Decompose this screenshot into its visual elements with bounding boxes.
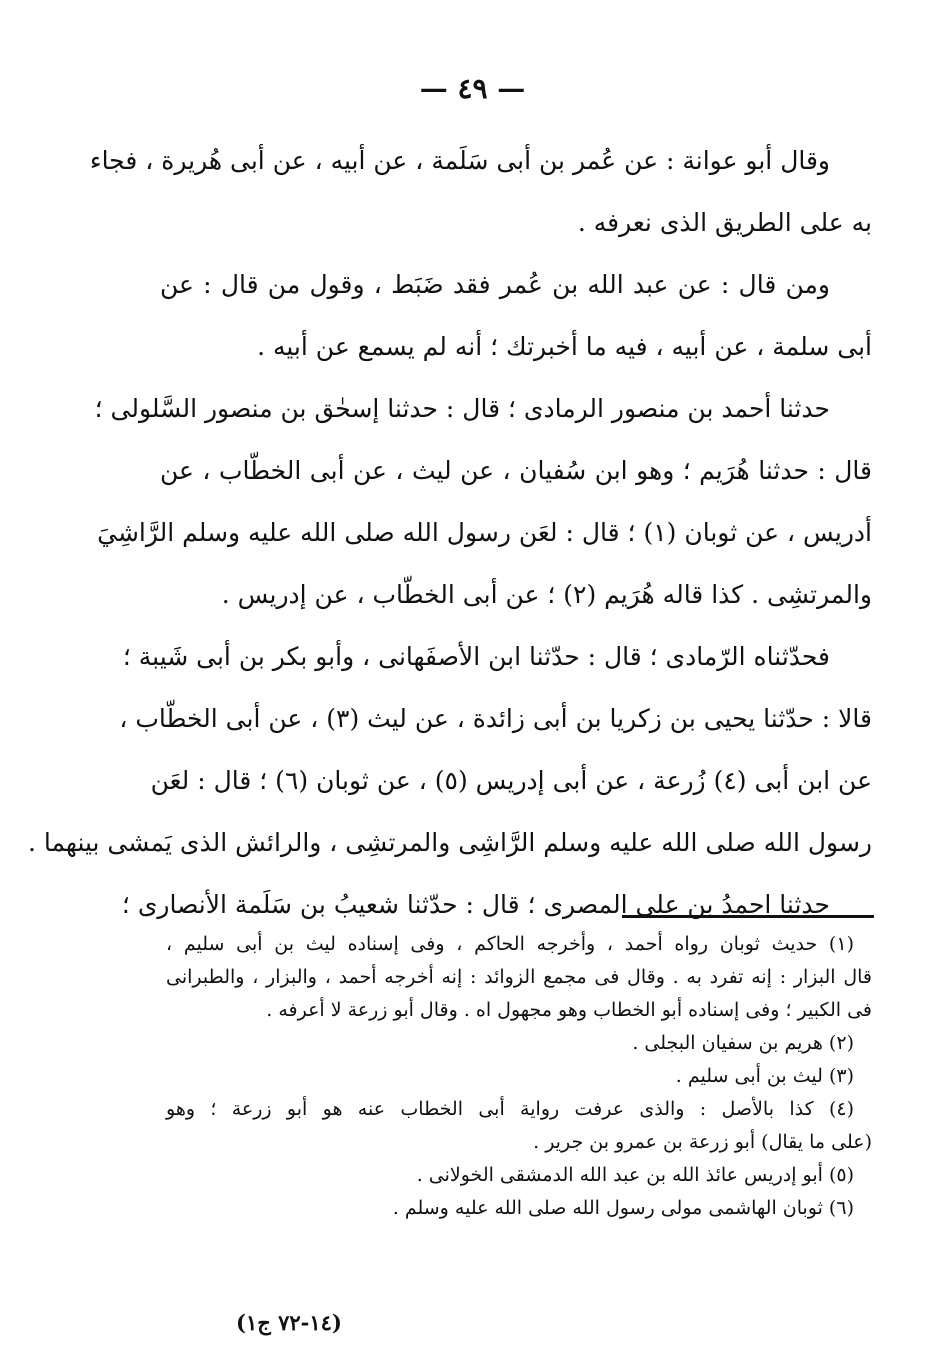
text-line: والمرتشِى . كذا قاله هُرَيم (٢) ؛ عن أبى الخطّاب ، عن إدريس .	[221, 580, 872, 609]
footnote-line: (على ما يقال) أبو زرعة بن عمرو بن جرير .	[533, 1131, 872, 1153]
text-line: فحدّثناه الرّمادى ؛ قال : حدّثنا ابن الأصفَهانى ، وأبو بكر بن أبى شَيبة ؛	[122, 642, 830, 671]
page-number: — ٤٩ —	[419, 72, 526, 105]
text-line: حدثنا احمدُ بن على المصرى ؛ قال : حدّثنا شعيبُ بن سَلَمة الأنصارى ؛	[121, 890, 830, 919]
footnote-line: (٦) ثوبان الهاشمى مولى رسول الله صلى الله عليه وسلم .	[392, 1197, 854, 1219]
text-line: حدثنا أحمد بن منصور الرمادى ؛ قال : حدثنا إسحٰق بن منصور السَّلولى ؛	[94, 394, 830, 423]
main-text	[27, 130, 872, 936]
footnote-line: قال البزار : إنه تفرد به . وقال فى مجمع الزوائد : إنه أخرجه أحمد ، والبزار ، والطبرانى	[166, 966, 872, 988]
footnote-line: (٤) كذا بالأصل : والذى عرفت رواية أبى الخطاب عنه هو أبو زرعة ؛ وهو	[166, 1098, 854, 1120]
footnote-line: (٢) هريم بن سفيان البجلى .	[632, 1032, 854, 1054]
footnote-line: فى الكبير ؛ وفى إسناده أبو الخطاب وهو مجهول اه . وقال أبو زرعة لا أعرفه .	[266, 999, 872, 1021]
text-line: قالا : حدّثنا يحيى بن زكريا بن أبى زائدة ، عن ليث (٣) ، عن أبى الخطّاب ،	[119, 704, 872, 733]
text-line: عن ابن أبى (٤) زُرعة ، عن أبى إدريس (٥) ، عن ثوبان (٦) ؛ قال : لعَن	[150, 766, 872, 795]
text-line: أدريس ، عن ثوبان (١) ؛ قال : لعَن رسول الله صلى الله عليه وسلم الرَّاشِيَ	[97, 518, 872, 547]
text-line: قال : حدثنا هُرَيم ؛ وهو ابن سُفيان ، عن ليث ، عن أبى الخطّاب ، عن	[160, 456, 872, 485]
text-line: به على الطريق الذى نعرفه .	[577, 208, 872, 237]
footnote-divider	[622, 915, 874, 918]
text-line: أبى سلمة ، عن أبيه ، فيه ما أخبرتك ؛ أنه لم يسمع عن أبيه .	[257, 332, 872, 361]
text-line: ومن قال : عن عبد الله بن عُمر فقد ضَبَط ، وقول من قال : عن	[160, 270, 830, 299]
text-line: وقال أبو عوانة : عن عُمر بن أبى سَلَمة ، عن أبيه ، عن أبى هُريرة ، فجاء	[89, 146, 830, 175]
printer-signature: (١٤-٧٢ ج١)	[236, 1310, 342, 1335]
footnotes	[166, 928, 872, 1225]
footnote-line: (١) حديث ثوبان رواه أحمد ، وأخرجه الحاكم ، وفى إسناده ليث بن أبى سليم ،	[166, 933, 854, 955]
footnote-line: (٥) أبو إدريس عائذ الله بن عبد الله الدمشقى الخولانى .	[416, 1164, 854, 1186]
text-line: رسول الله صلى الله عليه وسلم الرَّاشِى والمرتشِى ، والرائش الذى يَمشى بينهما .	[27, 828, 872, 857]
footnote-line: (٣) ليث بن أبى سليم .	[675, 1065, 854, 1087]
